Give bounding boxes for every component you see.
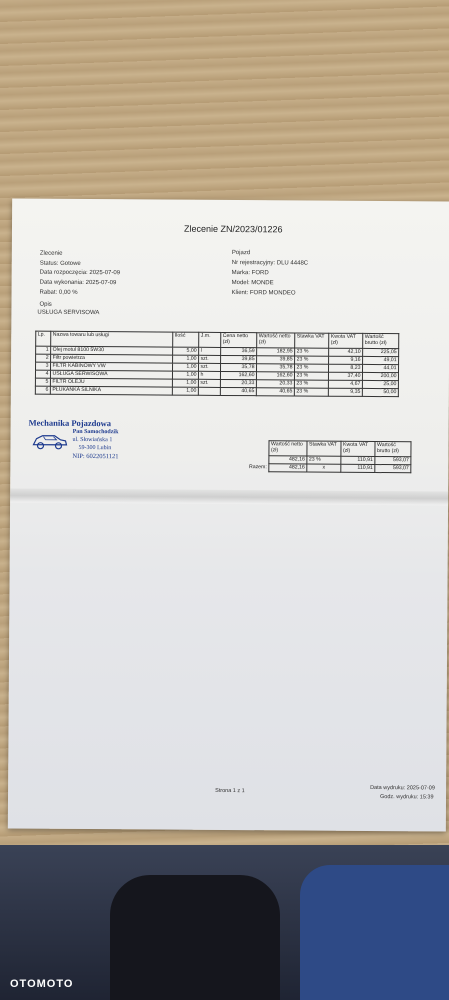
page-number: Strona 1 z 1	[215, 787, 245, 795]
stamp-owner: Pan Samochodzik	[72, 428, 119, 436]
order-heading: Zlecenie	[39, 250, 63, 257]
header-unit-price: Cena netto (zł)	[221, 332, 257, 347]
summary-net: 482,16	[269, 456, 307, 464]
cell-name: FILTR OLEJU	[50, 378, 172, 387]
cell-lp: 2	[36, 354, 51, 362]
cell-lp: 4	[35, 370, 50, 378]
order-status: Status: Gotowe	[39, 260, 81, 267]
order-start-date: Data rozpoczęcia: 2025-07-09	[39, 269, 121, 277]
cell-gross-value: 200,00	[362, 372, 398, 380]
car-icon	[30, 430, 68, 452]
cell-name: PŁUKANKA SILNIKA	[50, 386, 172, 395]
blue-object	[300, 865, 449, 1000]
vehicle-reg-no: Nr rejestracyjny: DLU 4448C	[231, 260, 309, 267]
cell-vat-amount: 42,10	[329, 348, 363, 356]
header-qty: Ilość	[173, 332, 199, 347]
total-vat-amount: 110,91	[341, 464, 375, 472]
cell-unit: l	[199, 347, 221, 355]
cell-lp: 1	[36, 346, 51, 354]
cell-net-value: 162,60	[256, 372, 294, 380]
document-title: Zlecenie ZN/2023/01226	[183, 223, 283, 235]
summary-table	[243, 440, 411, 473]
vehicle-client: Klient: FORD MONDEO	[231, 290, 296, 297]
cell-unit: szt.	[199, 363, 221, 371]
cell-unit-price: 35,78	[221, 363, 257, 371]
summary-spacer	[243, 441, 269, 456]
cell-vat-rate: 23 %	[294, 388, 328, 396]
cell-lp: 3	[36, 362, 51, 370]
summary-header-gross: Wartość brutto (zł)	[375, 442, 411, 457]
stamp-nip: NIP: 6022051121	[72, 452, 119, 461]
cell-unit-price: 36,59	[221, 347, 257, 355]
cell-vat-amount: 37,40	[328, 372, 362, 380]
cell-name: FILTR KABINOWY VW	[51, 362, 173, 371]
cell-gross-value: 49,01	[363, 356, 399, 364]
cell-name: USŁUGA SERWISOWA	[50, 370, 172, 379]
cell-vat-rate: 23 %	[294, 372, 328, 380]
description-label: Opis	[39, 301, 52, 308]
summary-total-row	[243, 464, 411, 473]
summary-header-vat-rate: Stawka VAT	[307, 441, 341, 456]
print-date: Data wydruku: 2025-07-09	[370, 784, 435, 792]
cell-lp: 6	[35, 386, 50, 394]
summary-header-vat-amount: Kwota VAT (zł)	[341, 441, 375, 456]
stamp-city: 59-300 Lubin	[78, 444, 112, 452]
cell-vat-rate: 23 %	[295, 348, 329, 356]
cell-unit-price: 39,85	[221, 355, 257, 363]
order-done-date: Data wykonania: 2025-07-09	[39, 279, 117, 287]
stamp-street: ul. Słowiańska 1	[72, 436, 113, 444]
cell-unit: szt.	[199, 355, 221, 363]
vehicle-heading: Pojazd	[231, 250, 251, 257]
cell-unit-price: 40,65	[220, 387, 256, 395]
summary-vat-rate: 23 %	[307, 456, 341, 464]
items-table	[35, 331, 399, 398]
cell-unit-price: 162,60	[220, 371, 256, 379]
cell-vat-rate: 23 %	[295, 356, 329, 364]
cell-unit-price: 20,33	[220, 379, 256, 387]
cell-qty: 1,00	[173, 363, 199, 371]
cell-unit: h	[198, 371, 220, 379]
total-vat-rate: x	[307, 464, 341, 472]
invoice-paper	[8, 198, 449, 831]
cell-qty: 1,00	[172, 387, 198, 395]
cell-qty: 1,00	[172, 371, 198, 379]
cell-vat-rate: 23 %	[295, 364, 329, 372]
summary-gross: 593,07	[375, 457, 411, 465]
cell-gross-value: 25,00	[362, 380, 398, 388]
floor	[0, 845, 449, 1000]
order-discount: Rabat: 0,00 %	[39, 289, 78, 296]
stamp-company-name: Mechanika Pojazdowa	[28, 417, 112, 429]
total-net: 482,16	[269, 464, 307, 472]
cell-gross-value: 44,01	[362, 364, 398, 372]
cell-unit	[198, 387, 220, 395]
cell-vat-amount: 8,23	[328, 364, 362, 372]
cell-net-value: 35,78	[257, 364, 295, 372]
cell-gross-value: 50,00	[362, 388, 398, 396]
dark-object	[110, 875, 280, 1000]
header-gross-value: Wartość brutto (zł)	[363, 333, 399, 348]
cell-qty: 1,00	[173, 355, 199, 363]
cell-name: Filtr powietrza	[51, 354, 173, 363]
header-net-value: Wartość netto (zł)	[257, 333, 295, 348]
cell-lp: 5	[35, 378, 50, 386]
cell-vat-rate: 23 %	[294, 380, 328, 388]
summary-vat-amount: 110,91	[341, 456, 375, 464]
cell-name: Olej motul 8100 5W30	[51, 346, 173, 355]
header-name: Nazwa towaru lub usługi	[51, 331, 173, 347]
cell-unit: szt.	[198, 379, 220, 387]
cell-net-value: 39,85	[257, 356, 295, 364]
summary-header-net: Wartość netto (zł)	[269, 441, 307, 456]
header-vat-amount: Kwota VAT (zł)	[329, 333, 363, 348]
paper-fold	[10, 488, 448, 505]
summary-total-label: Razem:	[248, 464, 267, 471]
vehicle-model: Model: MONDE	[231, 280, 274, 287]
cell-qty: 1,00	[172, 379, 198, 387]
cell-net-value: 40,65	[256, 388, 294, 396]
cell-net-value: 20,33	[256, 380, 294, 388]
cell-gross-value: 225,05	[363, 348, 399, 356]
cell-qty: 5,00	[173, 347, 199, 355]
header-lp: Lp.	[36, 331, 51, 346]
total-gross: 593,07	[375, 465, 411, 473]
cell-vat-amount: 9,35	[328, 388, 362, 396]
summary-header	[243, 441, 411, 457]
watermark-logo: OTOMOTO	[10, 978, 74, 990]
vehicle-make: Marka: FORD	[231, 270, 269, 277]
cell-vat-amount: 4,67	[328, 380, 362, 388]
cell-vat-amount: 9,16	[329, 356, 363, 364]
print-time: Godz. wydruku: 15:39	[380, 794, 434, 801]
header-vat-rate: Stawka VAT	[295, 333, 329, 348]
cell-net-value: 182,95	[257, 348, 295, 356]
description-value: USŁUGA SERVISOWA	[37, 309, 100, 317]
table-row	[35, 386, 398, 397]
header-unit: J.m.	[199, 332, 221, 347]
summary-spacer	[243, 456, 269, 464]
